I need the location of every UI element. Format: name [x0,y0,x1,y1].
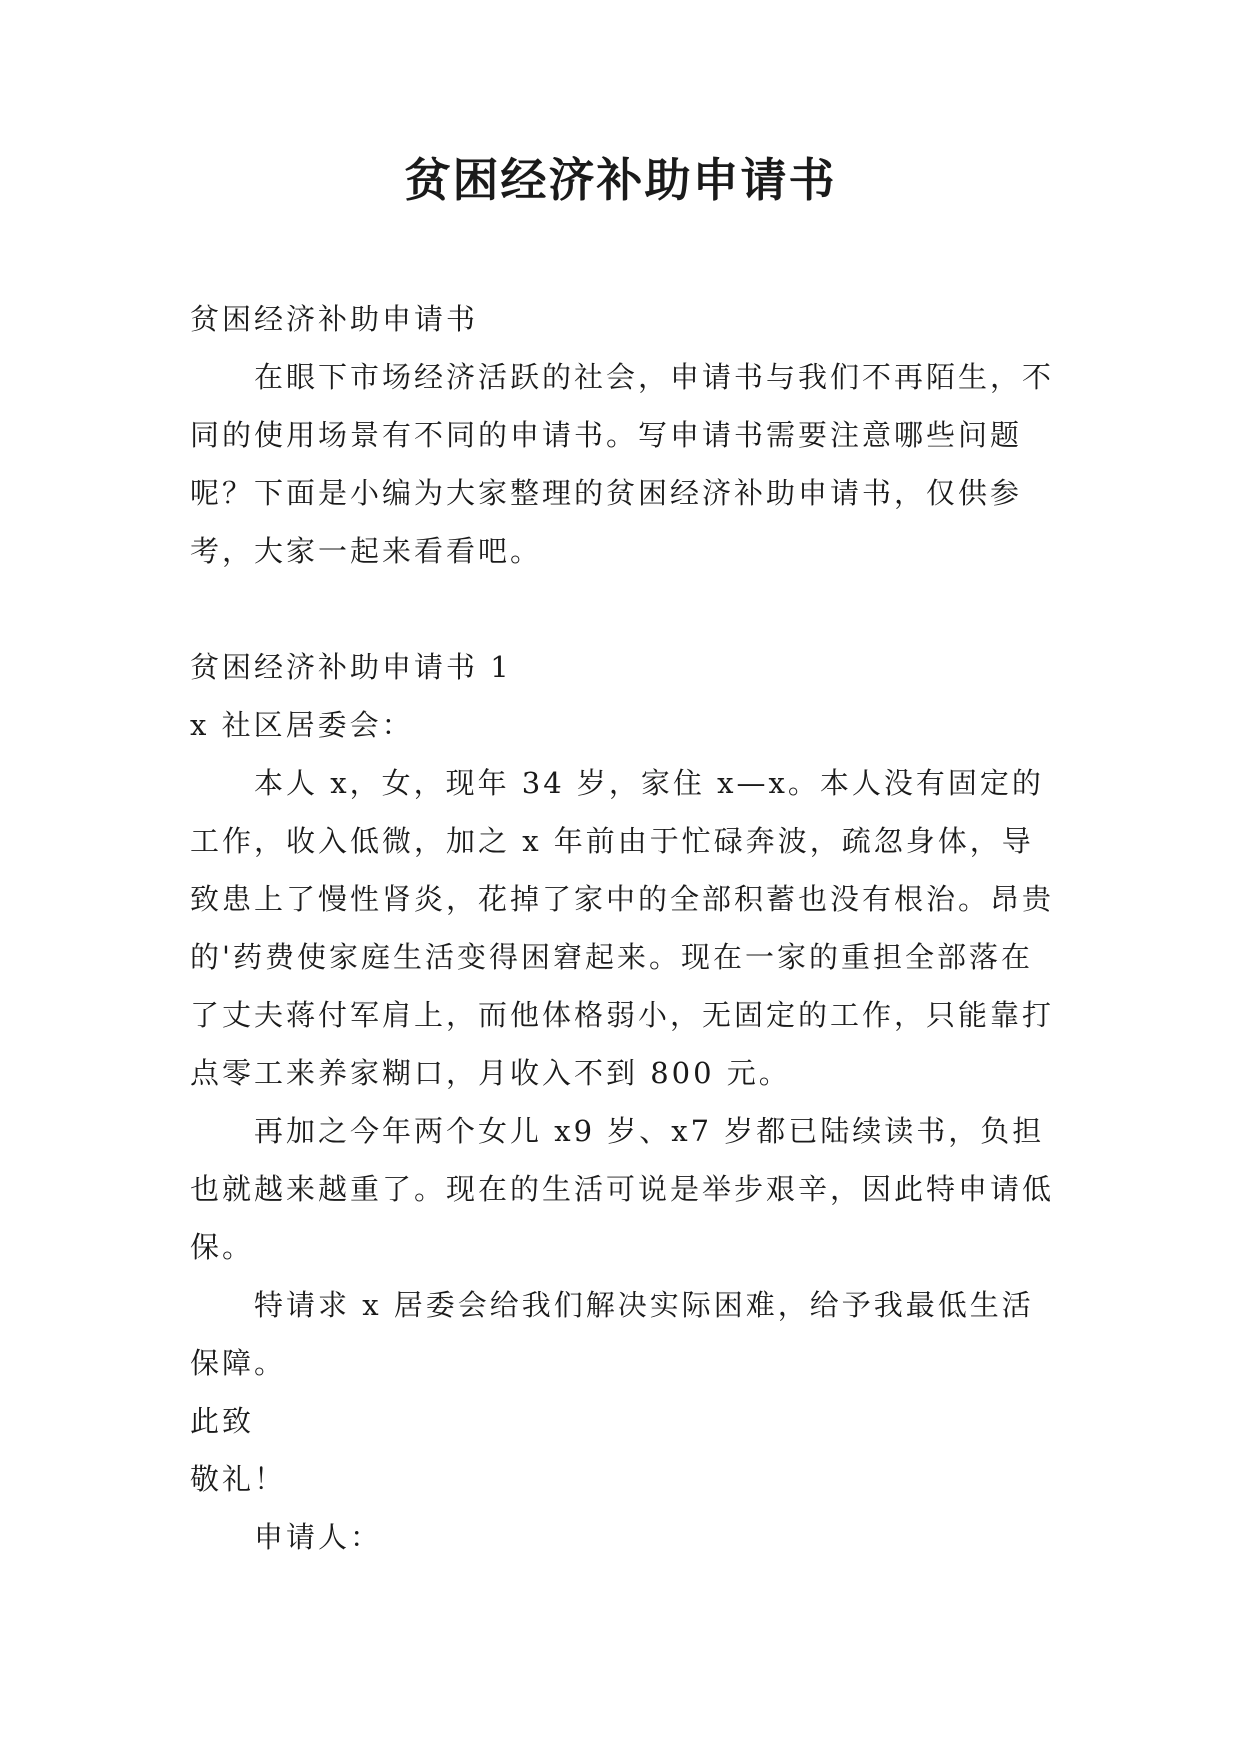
body-paragraph-1: 本人 x，女，现年 34 岁，家住 x—x。本人没有固定的工作，收入低微，加之 x 年前由于忙碌奔波，疏忽身体，导致患上了慢性肾炎，花掉了家中的全部积蓄也没有根治。昂贵的'药费使家庭生活变得困窘起来。现在一家的重担全部落在了丈夫蒋付军肩上，而他体格弱小，无固定的工作，只能靠打点零工来养家糊口，月收入不到 800 元。 [190,766,1055,1090]
section-heading: 贫困经济补助申请书 1 [190,650,512,684]
page-title: 贫困经济补助申请书 [404,153,837,207]
salutation: x 社区居委会： [190,708,414,742]
applicant-line: 申请人： [254,1520,383,1554]
closing-line-2: 敬礼！ [190,1462,287,1496]
document-body [190,290,1060,1566]
spacer [190,580,1060,638]
body-paragraph-3: 特请求 x 居委会给我们解决实际困难，给予我最低生活保障。 [190,1288,1034,1380]
intro-paragraph: 在眼下市场经济活跃的社会，申请书与我们不再陌生，不同的使用场景有不同的申请书。写申请书需要注意哪些问题呢？下面是小编为大家整理的贫困经济补助申请书，仅供参考，大家一起来看看吧。 [190,360,1055,568]
body-paragraph-2: 再加之今年两个女儿 x9 岁、x7 岁都已陆续读书，负担也就越来越重了。现在的生活可说是举步艰辛，因此特申请低保。 [190,1114,1055,1264]
closing-line-1: 此致 [190,1404,255,1438]
document-subtitle: 贫困经济补助申请书 [190,302,479,336]
